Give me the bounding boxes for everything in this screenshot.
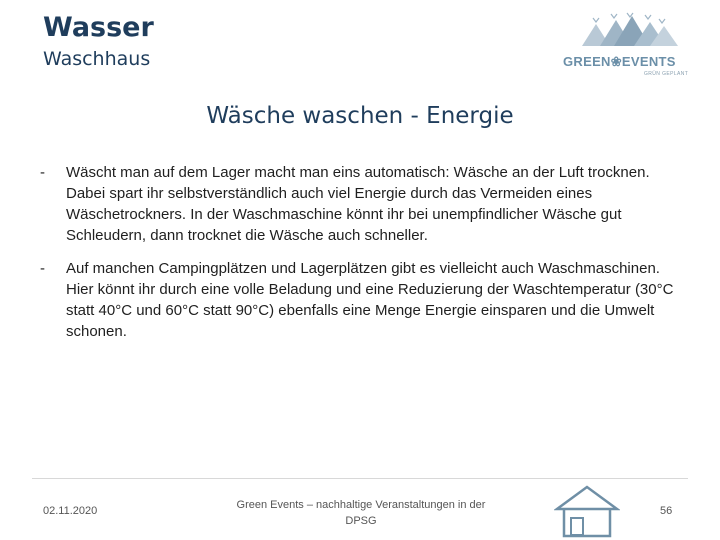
section-title: Wasser [43,12,154,43]
bullet-text: Auf manchen Campingplätzen und Lagerplätzen gibt es vielleicht auch Waschmaschinen. Hier könnt ihr durch eine volle Beladung und eine Reduzierung der Waschtemperatur (30°C statt 40°C und 60°C statt 90°C) ebenfalls eine Menge Energie einsparen und die Umwelt schonen. [66,260,674,340]
bullet-dash: - [40,164,45,181]
bullet-dash: - [40,260,45,277]
slide-title: Wäsche waschen - Energie [206,103,514,129]
footer-date: 02.11.2020 [43,505,98,517]
footer-text: Green Events – nachhaltige Veranstaltungen in der DPSG [236,499,486,527]
footer-divider [32,478,688,479]
logo-subtext: GRÜN GEPLANT [644,71,689,77]
bullet-item [40,162,690,246]
bullet-item [40,258,690,342]
tent-mountains-icon [580,12,680,50]
logo-text: GREEN❀EVENTS [563,54,676,69]
bullet-list [40,162,690,354]
section-subtitle: Waschhaus [43,48,151,70]
home-icon[interactable] [554,484,620,538]
page-number: 56 [660,505,673,517]
bullet-text: Wäscht man auf dem Lager macht man eins automatisch: Wäsche an der Luft trocknen. Dabei spart ihr selbstverständlich auch viel Energie durch das Vermeiden eines Wäschetrockners. In der Waschmaschine könnt ihr bei unempfindlicher Wäsche gut Schleudern, dann trocknet die Wäsche auch schneller. [66,164,650,244]
green-events-logo [560,12,690,80]
